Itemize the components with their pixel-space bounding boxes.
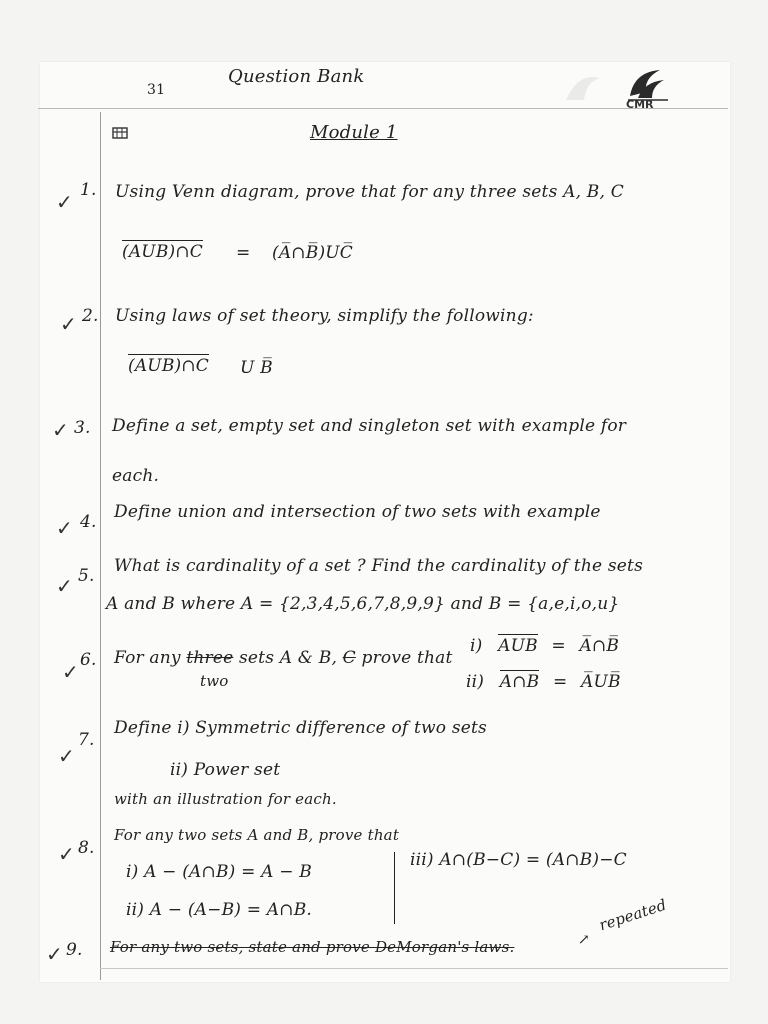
question-2-text: Using laws of set theory, simplify the following: — [115, 306, 534, 326]
logo-text: CMR — [626, 98, 654, 111]
check-mark-icon: ✓ — [56, 574, 73, 598]
question-7-number: 7. — [78, 730, 95, 750]
question-5-line-1: What is cardinality of a set ? Find the cardinality of the sets — [114, 556, 643, 576]
question-4-number: 4. — [80, 512, 97, 532]
question-8-part-ii: ii) A − (A−B) = A∩B. — [126, 900, 312, 920]
check-mark-icon: ✓ — [52, 418, 69, 442]
question-2-number: 2. — [82, 306, 99, 326]
question-6-i-right: A̅∩B̅ — [579, 636, 620, 656]
page-number: 31 — [147, 82, 166, 98]
question-6-end: prove that — [361, 648, 453, 668]
question-3-line-1: Define a set, empty set and singleton set with example for — [112, 416, 627, 436]
check-mark-icon: ✓ — [58, 842, 75, 866]
question-1-text: Using Venn diagram, prove that for any three sets A, B, C — [115, 182, 624, 202]
question-7-line-2: ii) Power set — [170, 760, 281, 780]
watermark-logo-icon — [560, 68, 608, 108]
question-1-formula-left: (AUB)∩C — [122, 242, 204, 262]
question-7-line-3: with an illustration for each. — [114, 790, 337, 808]
binder-mark-icon — [112, 126, 128, 140]
question-6-part-ii — [466, 672, 621, 692]
question-6-insert-word: two — [200, 672, 229, 690]
question-8-part-iii: iii) A∩(B−C) = (A∩B)−C — [410, 850, 627, 870]
question-8-number: 8. — [78, 838, 95, 858]
question-8-text: For any two sets A and B, prove that — [114, 826, 400, 844]
question-6-ii-eq: = — [552, 672, 568, 692]
question-6-part-i — [470, 636, 619, 656]
question-6-struck-word: three — [186, 648, 234, 668]
question-6-line-1 — [114, 648, 453, 668]
page-title: Question Bank — [228, 66, 365, 87]
question-6-i-left: AUB — [498, 636, 538, 656]
question-6-i-eq: = — [551, 636, 566, 656]
question-1-number: 1. — [80, 180, 97, 200]
question-6-number: 6. — [80, 650, 97, 670]
check-mark-icon: ✓ — [56, 516, 73, 540]
question-4-text: Define union and intersection of two sets with example — [114, 502, 601, 522]
question-1-formula-eq: = — [236, 243, 251, 263]
check-mark-icon: ✓ — [58, 744, 75, 768]
question-7-line-1: Define i) Symmetric difference of two sets — [114, 718, 487, 738]
question-9-note: repeated — [596, 895, 669, 935]
footer-rule — [100, 968, 728, 969]
module-title: Module 1 — [310, 122, 398, 143]
question-8-part-i: i) A − (A∩B) = A − B — [126, 862, 312, 882]
question-9-text: For any two sets, state and prove DeMorgan's laws. — [110, 938, 515, 956]
question-6-ii-left: A∩B — [499, 672, 540, 692]
check-mark-icon: ✓ — [46, 942, 63, 966]
question-6-ii-right: A̅UB̅ — [581, 672, 621, 692]
margin-line — [100, 112, 101, 980]
question-9-number: 9. — [66, 940, 83, 960]
question-8-divider — [394, 852, 395, 924]
question-6-struck-c: C — [342, 648, 356, 668]
question-3-number: 3. — [74, 418, 91, 438]
question-2-formula-left: (AUB)∩C — [128, 356, 210, 376]
question-2-formula-right: U B̅ — [240, 358, 273, 378]
question-3-line-2: each. — [112, 466, 160, 486]
question-5-line-2: A and B where A = {2,3,4,5,6,7,8,9,9} and B = {a,e,i,o,u} — [106, 594, 620, 614]
arrow-icon: ↗ — [578, 932, 590, 948]
question-1-formula-right: (A̅∩B̅)UC̅ — [272, 243, 354, 263]
question-5-number: 5. — [78, 566, 95, 586]
check-mark-icon: ✓ — [62, 660, 79, 684]
check-mark-icon: ✓ — [56, 190, 73, 214]
question-6-ii-label: ii) — [466, 672, 485, 692]
question-6-pre: For any — [114, 648, 181, 668]
question-6-i-label: i) — [470, 636, 483, 656]
check-mark-icon: ✓ — [60, 312, 77, 336]
question-6-post: sets A & B, — [238, 648, 338, 668]
